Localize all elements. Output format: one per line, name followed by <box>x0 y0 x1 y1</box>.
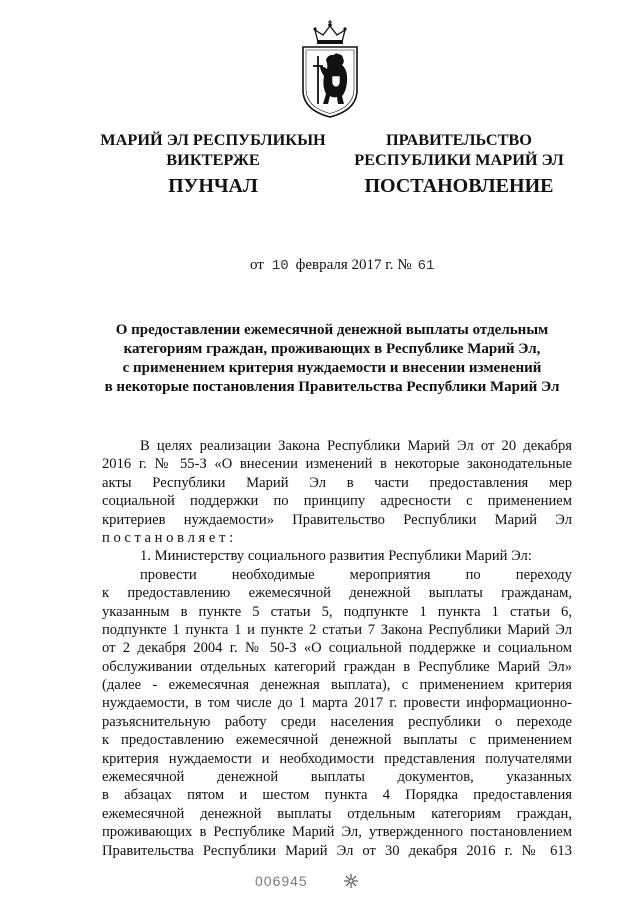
resolves-word: п о с т а н о в л я е т : <box>102 529 234 546</box>
title-line: категориям граждан, проживающих в Республике Марий Эл, <box>123 341 541 357</box>
body-line: проживающих в Республике Марий Эл, утвержденного постановлением <box>102 824 572 841</box>
body-line: к предоставлению ежемесячной денежной выплаты с применением <box>102 732 572 749</box>
title-line: в некоторые постановления Правительства Республики Марий Эл <box>104 379 560 395</box>
title-line: с применением критерия нуждаемости и внесении изменений <box>122 360 542 376</box>
body-line: 1. Министерству социального развития Республики Марий Эл: <box>140 548 532 565</box>
date-month-year: февраля 2017 г. № <box>295 257 412 273</box>
coat-of-arms-icon <box>298 20 362 118</box>
document-body <box>102 437 572 860</box>
body-line: обслуживании отдельных категорий граждан в Республике Марий Эл» <box>102 658 572 675</box>
date-line <box>250 256 434 274</box>
snowflake-icon <box>343 873 359 889</box>
body-line: провести необходимые мероприятия по переходу <box>140 566 572 583</box>
body-line: критерия нуждаемости и необходимости представления получателями <box>102 750 572 767</box>
form-serial-number: 006945 <box>255 873 308 889</box>
document-title <box>92 321 572 397</box>
header-left-line-1: МАРИЙ ЭЛ РЕСПУБЛИКЫН <box>100 130 326 149</box>
body-line: ежемесячной денежной выплаты отдельным категориям граждан, <box>102 805 572 822</box>
header-right-line-1: ПРАВИТЕЛЬСТВО <box>386 130 532 149</box>
body-line: социальной поддержки по принципу адресности с применением <box>102 493 572 510</box>
body-line: Правительства Республики Марий Эл от 30 декабря 2016 г. № 613 <box>102 842 572 859</box>
body-line: разъяснительную работу среди населения республики о переходе <box>102 713 572 730</box>
body-line: к предоставлению ежемесячной денежной выплаты гражданам, <box>102 585 572 602</box>
body-line: критериев нуждаемости» Правительство Республики Марий Эл <box>102 511 572 528</box>
body-line: (далее - ежемесячная денежная выплата), с применением критерия <box>102 677 572 694</box>
body-line: от 2 декабря 2004 г. № 50-З «О социальной поддержке и социальном <box>102 640 572 657</box>
header-right <box>339 130 579 170</box>
date-prefix: от <box>250 257 264 273</box>
body-line: В целях реализации Закона Республики Марий Эл от 20 декабря <box>140 438 572 454</box>
body-line: в абзацах пятом и шестом пункта 4 Порядка предоставления <box>102 787 572 804</box>
body-line: ежемесячной денежной выплаты документов, указанных <box>102 769 572 786</box>
header-right-line-2: РЕСПУБЛИКИ МАРИЙ ЭЛ <box>354 150 564 169</box>
body-line: подпункте 1 пункта 1 и пункте 2 статьи 7 Закона Республики Марий Эл <box>102 621 572 638</box>
body-line: 2016 г. № 55-З «О внесении изменений в некоторые законодательные <box>102 456 572 473</box>
body-line: нуждаемости, в том числе до 1 марта 2017 г. провести информационно- <box>102 695 572 712</box>
body-line: указанным в пункте 5 статьи 5, подпункте 1 пункта 1 статьи 6, <box>102 603 572 620</box>
date-day: 10 <box>271 258 289 274</box>
doc-type-right: ПОСТАНОВЛЕНИЕ <box>364 175 554 197</box>
header-left <box>83 130 343 170</box>
body-line: акты Республики Марий Эл в части предоставления мер <box>102 474 572 491</box>
decree-number: 61 <box>417 258 435 274</box>
doc-type-left: ПУНЧАЛ <box>168 175 258 197</box>
header-left-line-2: ВИКТЕРЖЕ <box>166 150 260 169</box>
title-line: О предоставлении ежемесячной денежной выплаты отдельным <box>115 322 549 338</box>
